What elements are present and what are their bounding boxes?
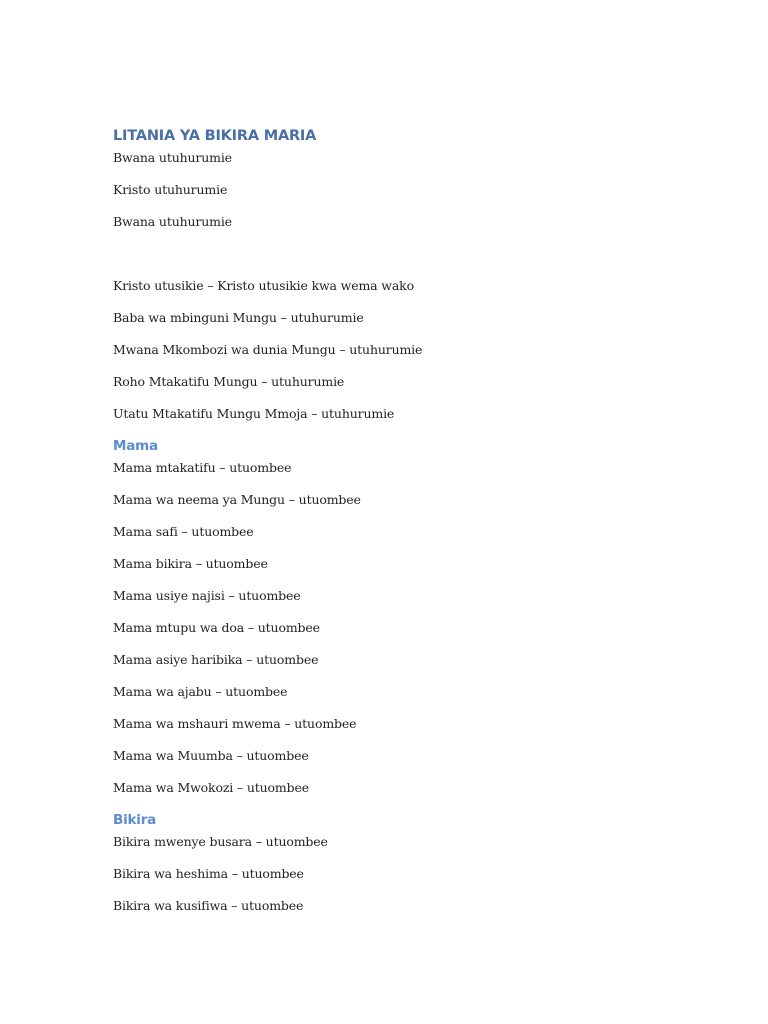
litany-line: Mama mtakatifu – utuombee [113, 460, 292, 475]
litany-line: Mama safi – utuombee [113, 524, 254, 539]
intro-block [113, 146, 713, 242]
invocation-line: Kristo utusikie – Kristo utusikie kwa wema wako [113, 278, 414, 293]
section-mama [113, 436, 713, 800]
invocation-line: Utatu Mtakatifu Mungu Mmoja – utuhurumie [113, 406, 395, 421]
intro-line: Kristo utuhurumie [113, 182, 228, 197]
litany-line: Mama bikira – utuombee [113, 556, 268, 571]
blank-line [113, 242, 713, 274]
litany-line: Mama mtupu wa doa – utuombee [113, 620, 320, 635]
litany-line: Bikira wa kusifiwa – utuombee [113, 898, 304, 913]
invocation-line: Baba wa mbinguni Mungu – utuhurumie [113, 310, 364, 325]
document-page [113, 126, 713, 918]
litany-line: Mama wa ajabu – utuombee [113, 684, 288, 699]
invocation-line: Mwana Mkombozi wa dunia Mungu – utuhurumie [113, 342, 423, 357]
invocation-block [113, 274, 713, 426]
litany-line: Mama wa mshauri mwema – utuombee [113, 716, 357, 731]
litany-line: Mama wa Mwokozi – utuombee [113, 780, 309, 795]
section-heading: Bikira [113, 812, 157, 828]
section-bikira [113, 810, 713, 918]
litany-line: Bikira mwenye busara – utuombee [113, 834, 328, 849]
invocation-line: Roho Mtakatifu Mungu – utuhurumie [113, 374, 345, 389]
section-heading: Mama [113, 438, 158, 454]
document-title: LITANIA YA BIKIRA MARIA [113, 128, 317, 144]
litany-line: Mama usiye najisi – utuombee [113, 588, 301, 603]
litany-line: Mama wa neema ya Mungu – utuombee [113, 492, 361, 507]
litany-line: Bikira wa heshima – utuombee [113, 866, 304, 881]
intro-line: Bwana utuhurumie [113, 214, 232, 229]
intro-line: Bwana utuhurumie [113, 150, 232, 165]
litany-line: Mama asiye haribika – utuombee [113, 652, 319, 667]
litany-line: Mama wa Muumba – utuombee [113, 748, 309, 763]
